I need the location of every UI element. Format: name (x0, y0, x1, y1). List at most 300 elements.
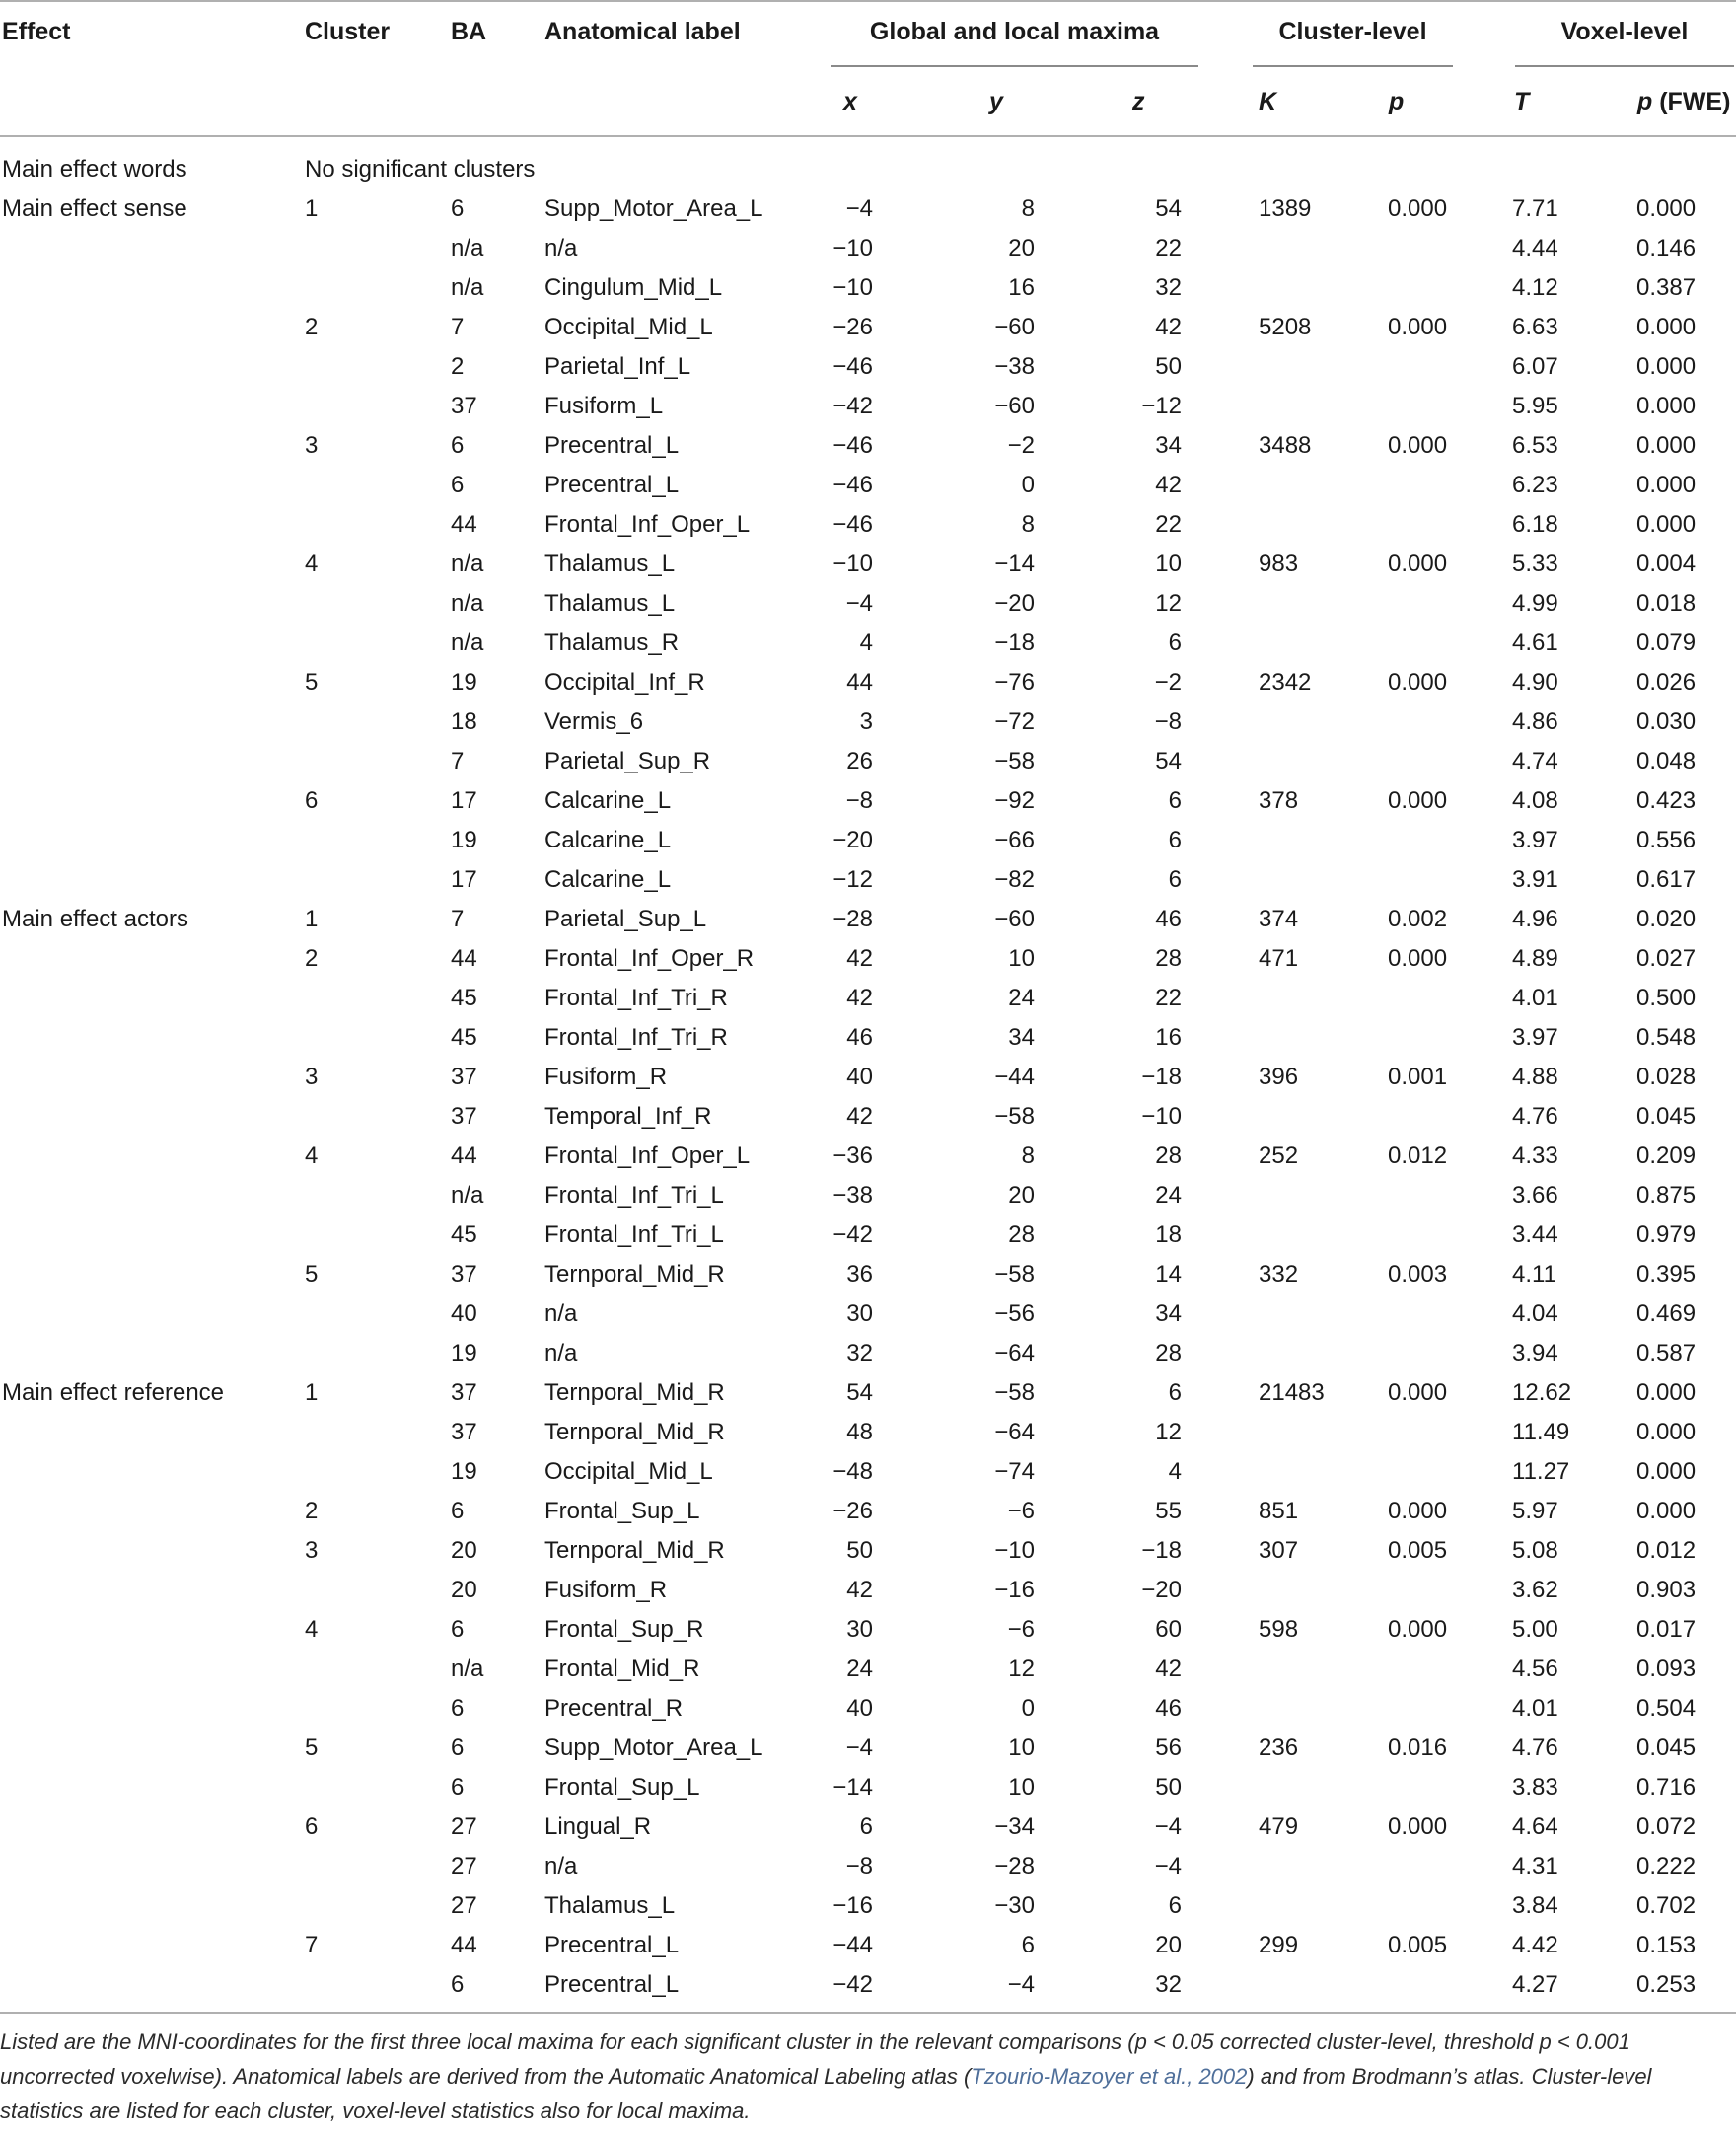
cell-x: 46 (846, 1024, 873, 1051)
table-row (0, 191, 1736, 231)
cell-t: 4.42 (1512, 1932, 1558, 1958)
cell-ba: 6 (451, 195, 465, 222)
table-row (0, 1296, 1736, 1336)
cell-cluster: 2 (305, 945, 319, 972)
cell-p: 0.000 (1388, 195, 1448, 222)
cell-anatomical-label: n/a (544, 1340, 578, 1366)
table-top-rule (0, 0, 1736, 2)
voxel-level-group-rule (1515, 65, 1734, 67)
cell-y: 8 (1021, 195, 1035, 222)
header-x: x (843, 88, 857, 115)
cell-anatomical-label: Cingulum_Mid_L (544, 274, 723, 301)
cell-x: −8 (845, 1853, 873, 1879)
cell-ba: 6 (451, 1498, 465, 1524)
table-row (0, 1612, 1736, 1652)
cell-ba: 27 (451, 1892, 477, 1919)
cell-y: −60 (994, 314, 1035, 340)
cell-x: 3 (859, 708, 873, 735)
cell-anatomical-label: n/a (544, 235, 578, 261)
table-row (0, 507, 1736, 547)
cell-ba: 6 (451, 1734, 465, 1761)
cell-t: 4.89 (1512, 945, 1558, 972)
cell-anatomical-label: Frontal_Sup_L (544, 1498, 700, 1524)
cell-x: −4 (845, 195, 873, 222)
cell-ba: 17 (451, 787, 477, 814)
cell-p-fwe: 0.587 (1636, 1340, 1697, 1366)
cell-p-fwe: 0.012 (1636, 1537, 1697, 1564)
cell-effect: Main effect sense (2, 195, 187, 222)
cell-anatomical-label: n/a (544, 1853, 578, 1879)
table-row (0, 1928, 1736, 1967)
cell-t: 4.33 (1512, 1142, 1558, 1169)
cell-anatomical-label: Supp_Motor_Area_L (544, 1734, 763, 1761)
cell-z: 14 (1155, 1261, 1182, 1288)
cell-anatomical-label: Frontal_Inf_Tri_L (544, 1182, 724, 1209)
cell-ba: 7 (451, 314, 465, 340)
cell-p: 0.005 (1388, 1537, 1448, 1564)
cell-cluster: 1 (305, 195, 319, 222)
cell-p-fwe: 0.004 (1636, 551, 1697, 577)
cell-k: 1389 (1259, 195, 1312, 222)
cell-anatomical-label: Precentral_L (544, 1971, 680, 1998)
cell-t: 4.27 (1512, 1971, 1558, 1998)
cell-y: −4 (1007, 1971, 1035, 1998)
cell-y: −58 (994, 1103, 1035, 1130)
cell-p-fwe: 0.617 (1636, 866, 1697, 893)
cell-t: 3.62 (1512, 1577, 1558, 1603)
cell-anatomical-label: Calcarine_L (544, 787, 672, 814)
cell-y: −38 (994, 353, 1035, 380)
table-row (0, 1020, 1736, 1060)
cell-y: −10 (994, 1537, 1035, 1564)
cell-cluster: 7 (305, 1932, 319, 1958)
cell-p: 0.003 (1388, 1261, 1448, 1288)
cell-z: −4 (1154, 1853, 1182, 1879)
cell-t: 3.97 (1512, 1024, 1558, 1051)
cell-t: 6.63 (1512, 314, 1558, 340)
cell-anatomical-label: Supp_Motor_Area_L (544, 195, 763, 222)
header-y: y (989, 88, 1003, 115)
table-row (0, 1139, 1736, 1178)
table-row (0, 665, 1736, 704)
cell-ba: 6 (451, 1774, 465, 1801)
cell-p-fwe: 0.469 (1636, 1300, 1697, 1327)
cell-y: 28 (1008, 1221, 1035, 1248)
cell-ba: 45 (451, 1221, 477, 1248)
table-row (0, 428, 1736, 468)
cell-cluster: 6 (305, 787, 319, 814)
cell-ba: 6 (451, 1695, 465, 1722)
cell-p-fwe: 0.093 (1636, 1656, 1697, 1682)
cell-t: 4.61 (1512, 629, 1558, 656)
cell-cluster: 3 (305, 1537, 319, 1564)
cell-x: −28 (832, 906, 873, 932)
table-row (0, 231, 1736, 270)
cell-k: 479 (1259, 1813, 1299, 1840)
cell-p-fwe: 0.018 (1636, 590, 1697, 617)
cell-z: 6 (1168, 629, 1182, 656)
header-voxel-level: Voxel-level (1560, 18, 1689, 45)
cell-p-fwe: 0.716 (1636, 1774, 1697, 1801)
cell-cluster: 6 (305, 1813, 319, 1840)
cell-t: 3.91 (1512, 866, 1558, 893)
cell-z: 12 (1155, 1419, 1182, 1445)
cell-p-fwe: 0.079 (1636, 629, 1697, 656)
cell-z: 6 (1168, 787, 1182, 814)
cell-p-fwe: 0.875 (1636, 1182, 1697, 1209)
cell-cluster: 4 (305, 1142, 319, 1169)
cell-p-fwe: 0.000 (1636, 353, 1697, 380)
cell-ba: 18 (451, 708, 477, 735)
cell-p-fwe: 0.209 (1636, 1142, 1697, 1169)
cell-ba: 45 (451, 985, 477, 1011)
table-row (0, 1415, 1736, 1454)
cell-p-fwe: 0.028 (1636, 1064, 1697, 1090)
cell-p: 0.000 (1388, 945, 1448, 972)
header-bottom-rule (0, 135, 1736, 137)
cell-p-fwe: 0.504 (1636, 1695, 1697, 1722)
cell-z: 10 (1155, 551, 1182, 577)
cell-y: 34 (1008, 1024, 1035, 1051)
cell-t: 7.71 (1512, 195, 1558, 222)
cell-x: −42 (832, 1221, 873, 1248)
cell-x: 50 (846, 1537, 873, 1564)
cell-p-fwe: 0.000 (1636, 432, 1697, 459)
cell-t: 4.12 (1512, 274, 1558, 301)
table-row (0, 1257, 1736, 1296)
cell-x: −8 (845, 787, 873, 814)
cell-p: 0.016 (1388, 1734, 1448, 1761)
cell-y: −34 (994, 1813, 1035, 1840)
cell-x: −44 (832, 1932, 873, 1958)
cell-ba: 6 (451, 1971, 465, 1998)
cell-z: 6 (1168, 827, 1182, 853)
header-cluster-level: Cluster-level (1278, 18, 1427, 45)
cell-z: 50 (1155, 353, 1182, 380)
table-row (0, 1454, 1736, 1494)
cell-ba: 19 (451, 669, 477, 696)
cell-y: 10 (1008, 1774, 1035, 1801)
cell-x: −42 (832, 393, 873, 419)
cell-y: 20 (1008, 235, 1035, 261)
cell-y: 0 (1021, 472, 1035, 498)
cell-cluster: 5 (305, 669, 319, 696)
cell-p-fwe: 0.030 (1636, 708, 1697, 735)
cell-y: −58 (994, 748, 1035, 774)
table-row (0, 1652, 1736, 1691)
cell-z: 55 (1155, 1498, 1182, 1524)
cell-x: 44 (846, 669, 873, 696)
cell-x: −42 (832, 1971, 873, 1998)
cell-p: 0.000 (1388, 432, 1448, 459)
cell-p: 0.001 (1388, 1064, 1448, 1090)
cell-anatomical-label: Fusiform_L (544, 393, 664, 419)
cell-p-fwe: 0.045 (1636, 1103, 1697, 1130)
cell-z: 54 (1155, 195, 1182, 222)
cell-t: 12.62 (1512, 1379, 1572, 1406)
cell-k: 374 (1259, 906, 1299, 932)
cell-cluster: 4 (305, 551, 319, 577)
cell-z: −4 (1154, 1813, 1182, 1840)
cell-t: 3.66 (1512, 1182, 1558, 1209)
header-global-local-maxima: Global and local maxima (869, 18, 1160, 45)
cell-y: −60 (994, 393, 1035, 419)
cell-k: 3488 (1259, 432, 1312, 459)
cell-z: 32 (1155, 1971, 1182, 1998)
cell-anatomical-label: Ternporal_Mid_R (544, 1419, 725, 1445)
cell-y: −74 (994, 1458, 1035, 1485)
cell-x: −10 (832, 235, 873, 261)
cell-y: −92 (994, 787, 1035, 814)
header-anatomical-label: Anatomical label (544, 18, 741, 45)
cell-anatomical-label: Lingual_R (544, 1813, 652, 1840)
table-footnote (0, 2025, 1736, 2128)
table-row (0, 1770, 1736, 1809)
cell-ba: 45 (451, 1024, 477, 1051)
cell-ba: 37 (451, 1261, 477, 1288)
table-row (0, 152, 1736, 191)
cell-y: −20 (994, 590, 1035, 617)
header-cluster: Cluster (305, 18, 391, 45)
cell-y: −2 (1007, 432, 1035, 459)
cell-z: 16 (1155, 1024, 1182, 1051)
header-z: z (1132, 88, 1145, 115)
cell-y: −6 (1007, 1498, 1035, 1524)
cell-p-fwe: 0.500 (1636, 985, 1697, 1011)
cell-p-fwe: 0.222 (1636, 1853, 1697, 1879)
cell-p-fwe: 0.017 (1636, 1616, 1697, 1643)
cell-y: 8 (1021, 1142, 1035, 1169)
cell-t: 4.86 (1512, 708, 1558, 735)
cell-anatomical-label: Frontal_Mid_R (544, 1656, 700, 1682)
cell-x: 42 (846, 945, 873, 972)
cell-x: 40 (846, 1695, 873, 1722)
cell-anatomical-label: Thalamus_R (544, 629, 680, 656)
cell-t: 5.33 (1512, 551, 1558, 577)
cell-z: 46 (1155, 906, 1182, 932)
cell-anatomical-label: Calcarine_L (544, 827, 672, 853)
header-effect: Effect (2, 18, 71, 45)
cell-t: 3.44 (1512, 1221, 1558, 1248)
table-row (0, 1336, 1736, 1375)
cell-ba: 44 (451, 945, 477, 972)
cell-p-fwe: 0.000 (1636, 314, 1697, 340)
cell-t: 4.76 (1512, 1103, 1558, 1130)
cell-p: 0.000 (1388, 551, 1448, 577)
cell-y: −72 (994, 708, 1035, 735)
cell-z: 12 (1155, 590, 1182, 617)
cell-anatomical-label: Frontal_Inf_Tri_L (544, 1221, 724, 1248)
cell-ba: 44 (451, 1142, 477, 1169)
cell-z: −18 (1141, 1064, 1182, 1090)
cell-y: −30 (994, 1892, 1035, 1919)
cell-t: 4.88 (1512, 1064, 1558, 1090)
cell-anatomical-label: Fusiform_R (544, 1577, 668, 1603)
table-row (0, 744, 1736, 783)
cell-ba: 19 (451, 1458, 477, 1485)
cell-anatomical-label: Precentral_L (544, 472, 680, 498)
cell-p-fwe: 0.423 (1636, 787, 1697, 814)
cell-z: 28 (1155, 945, 1182, 972)
cell-y: −18 (994, 629, 1035, 656)
cell-ba: 20 (451, 1537, 477, 1564)
cell-anatomical-label: Ternporal_Mid_R (544, 1379, 725, 1406)
cell-anatomical-label: Fusiform_R (544, 1064, 668, 1090)
header-p-fwe-suffix: (FWE) (1652, 88, 1731, 115)
cell-p-fwe: 0.000 (1636, 511, 1697, 538)
cell-x: 54 (846, 1379, 873, 1406)
cell-y: −28 (994, 1853, 1035, 1879)
cell-x: 42 (846, 985, 873, 1011)
cell-z: 42 (1155, 1656, 1182, 1682)
cell-anatomical-label: Thalamus_L (544, 551, 676, 577)
table-row (0, 1967, 1736, 2007)
cell-y: −64 (994, 1340, 1035, 1366)
cell-z: 56 (1155, 1734, 1182, 1761)
cell-anatomical-label: Frontal_Sup_L (544, 1774, 700, 1801)
cell-z: 60 (1155, 1616, 1182, 1643)
cell-cluster: 4 (305, 1616, 319, 1643)
cell-anatomical-label: Precentral_L (544, 1932, 680, 1958)
cell-z: 22 (1155, 511, 1182, 538)
table-row (0, 1731, 1736, 1770)
cell-z: 28 (1155, 1340, 1182, 1366)
cell-y: 0 (1021, 1695, 1035, 1722)
cell-x: 36 (846, 1261, 873, 1288)
cell-ba: 20 (451, 1577, 477, 1603)
cell-p: 0.012 (1388, 1142, 1448, 1169)
cell-anatomical-label: Ternporal_Mid_R (544, 1537, 725, 1564)
table-row (0, 704, 1736, 744)
cell-p-fwe: 0.979 (1636, 1221, 1697, 1248)
cell-x: −20 (832, 827, 873, 853)
cell-x: −4 (845, 590, 873, 617)
cell-ba: 37 (451, 1379, 477, 1406)
cell-x: 6 (859, 1813, 873, 1840)
cell-p: 0.002 (1388, 906, 1448, 932)
cell-anatomical-label: Thalamus_L (544, 590, 676, 617)
cell-y: 12 (1008, 1656, 1035, 1682)
cell-z: 22 (1155, 235, 1182, 261)
cell-t: 4.01 (1512, 985, 1558, 1011)
cell-t: 4.08 (1512, 787, 1558, 814)
cell-z: 50 (1155, 1774, 1182, 1801)
table-row (0, 823, 1736, 862)
cell-t: 4.56 (1512, 1656, 1558, 1682)
cell-t: 4.01 (1512, 1695, 1558, 1722)
cell-cluster: No significant clusters (305, 156, 536, 183)
cell-k: 236 (1259, 1734, 1299, 1761)
table-row (0, 1691, 1736, 1731)
cell-z: 28 (1155, 1142, 1182, 1169)
cell-y: −82 (994, 866, 1035, 893)
cell-x: −16 (832, 1892, 873, 1919)
cell-z: 32 (1155, 274, 1182, 301)
cell-ba: 37 (451, 1419, 477, 1445)
table-row (0, 389, 1736, 428)
cell-ba: 17 (451, 866, 477, 893)
cell-z: 34 (1155, 432, 1182, 459)
cell-x: 40 (846, 1064, 873, 1090)
cell-ba: 27 (451, 1813, 477, 1840)
cell-ba: 6 (451, 472, 465, 498)
cell-ba: 6 (451, 432, 465, 459)
cell-y: −44 (994, 1064, 1035, 1090)
table-row (0, 1533, 1736, 1573)
cell-effect: Main effect reference (2, 1379, 225, 1406)
cell-t: 4.90 (1512, 669, 1558, 696)
cell-x: −48 (832, 1458, 873, 1485)
cell-p-fwe: 0.702 (1636, 1892, 1697, 1919)
cell-t: 6.53 (1512, 432, 1558, 459)
cell-ba: n/a (451, 274, 484, 301)
table-row (0, 862, 1736, 902)
cell-effect: Main effect words (2, 156, 187, 183)
cell-ba: n/a (451, 551, 484, 577)
cell-p-fwe: 0.000 (1636, 195, 1697, 222)
cell-p-fwe: 0.903 (1636, 1577, 1697, 1603)
cell-z: 24 (1155, 1182, 1182, 1209)
cell-anatomical-label: Frontal_Inf_Oper_L (544, 1142, 751, 1169)
cell-x: 42 (846, 1103, 873, 1130)
cell-t: 5.08 (1512, 1537, 1558, 1564)
table-row (0, 349, 1736, 389)
table-bottom-rule (0, 2012, 1736, 2014)
cell-y: −56 (994, 1300, 1035, 1327)
cell-ba: 40 (451, 1300, 477, 1327)
cell-x: 32 (846, 1340, 873, 1366)
cluster-level-group-rule (1253, 65, 1453, 67)
table-row (0, 1217, 1736, 1257)
cell-p: 0.000 (1388, 1813, 1448, 1840)
cell-cluster: 3 (305, 432, 319, 459)
table-row (0, 1849, 1736, 1888)
cell-t: 4.44 (1512, 235, 1558, 261)
cell-z: 18 (1155, 1221, 1182, 1248)
cell-z: 54 (1155, 748, 1182, 774)
cell-t: 5.95 (1512, 393, 1558, 419)
cell-anatomical-label: Precentral_L (544, 432, 680, 459)
cell-anatomical-label: Temporal_Inf_R (544, 1103, 712, 1130)
cell-z: 42 (1155, 314, 1182, 340)
cell-cluster: 2 (305, 1498, 319, 1524)
cell-y: −64 (994, 1419, 1035, 1445)
cell-z: 6 (1168, 866, 1182, 893)
cell-y: −58 (994, 1379, 1035, 1406)
cell-x: 42 (846, 1577, 873, 1603)
cell-cluster: 2 (305, 314, 319, 340)
cell-z: −20 (1141, 1577, 1182, 1603)
cell-y: −58 (994, 1261, 1035, 1288)
cell-ba: 37 (451, 393, 477, 419)
cell-t: 5.97 (1512, 1498, 1558, 1524)
cell-p-fwe: 0.000 (1636, 472, 1697, 498)
cell-p: 0.000 (1388, 1498, 1448, 1524)
cell-cluster: 1 (305, 1379, 319, 1406)
cell-cluster: 5 (305, 1734, 319, 1761)
cell-p-fwe: 0.000 (1636, 393, 1697, 419)
cell-anatomical-label: Frontal_Inf_Oper_L (544, 511, 751, 538)
cell-z: −10 (1141, 1103, 1182, 1130)
cell-k: 252 (1259, 1142, 1299, 1169)
cell-x: 26 (846, 748, 873, 774)
footnote-citation-link[interactable]: Tzourio-Mazoyer et al., 2002 (971, 2064, 1248, 2089)
cell-p-fwe: 0.000 (1636, 1458, 1697, 1485)
cell-anatomical-label: Frontal_Sup_R (544, 1616, 704, 1643)
cell-ba: 44 (451, 511, 477, 538)
cell-z: −2 (1154, 669, 1182, 696)
header-t: T (1514, 88, 1530, 115)
